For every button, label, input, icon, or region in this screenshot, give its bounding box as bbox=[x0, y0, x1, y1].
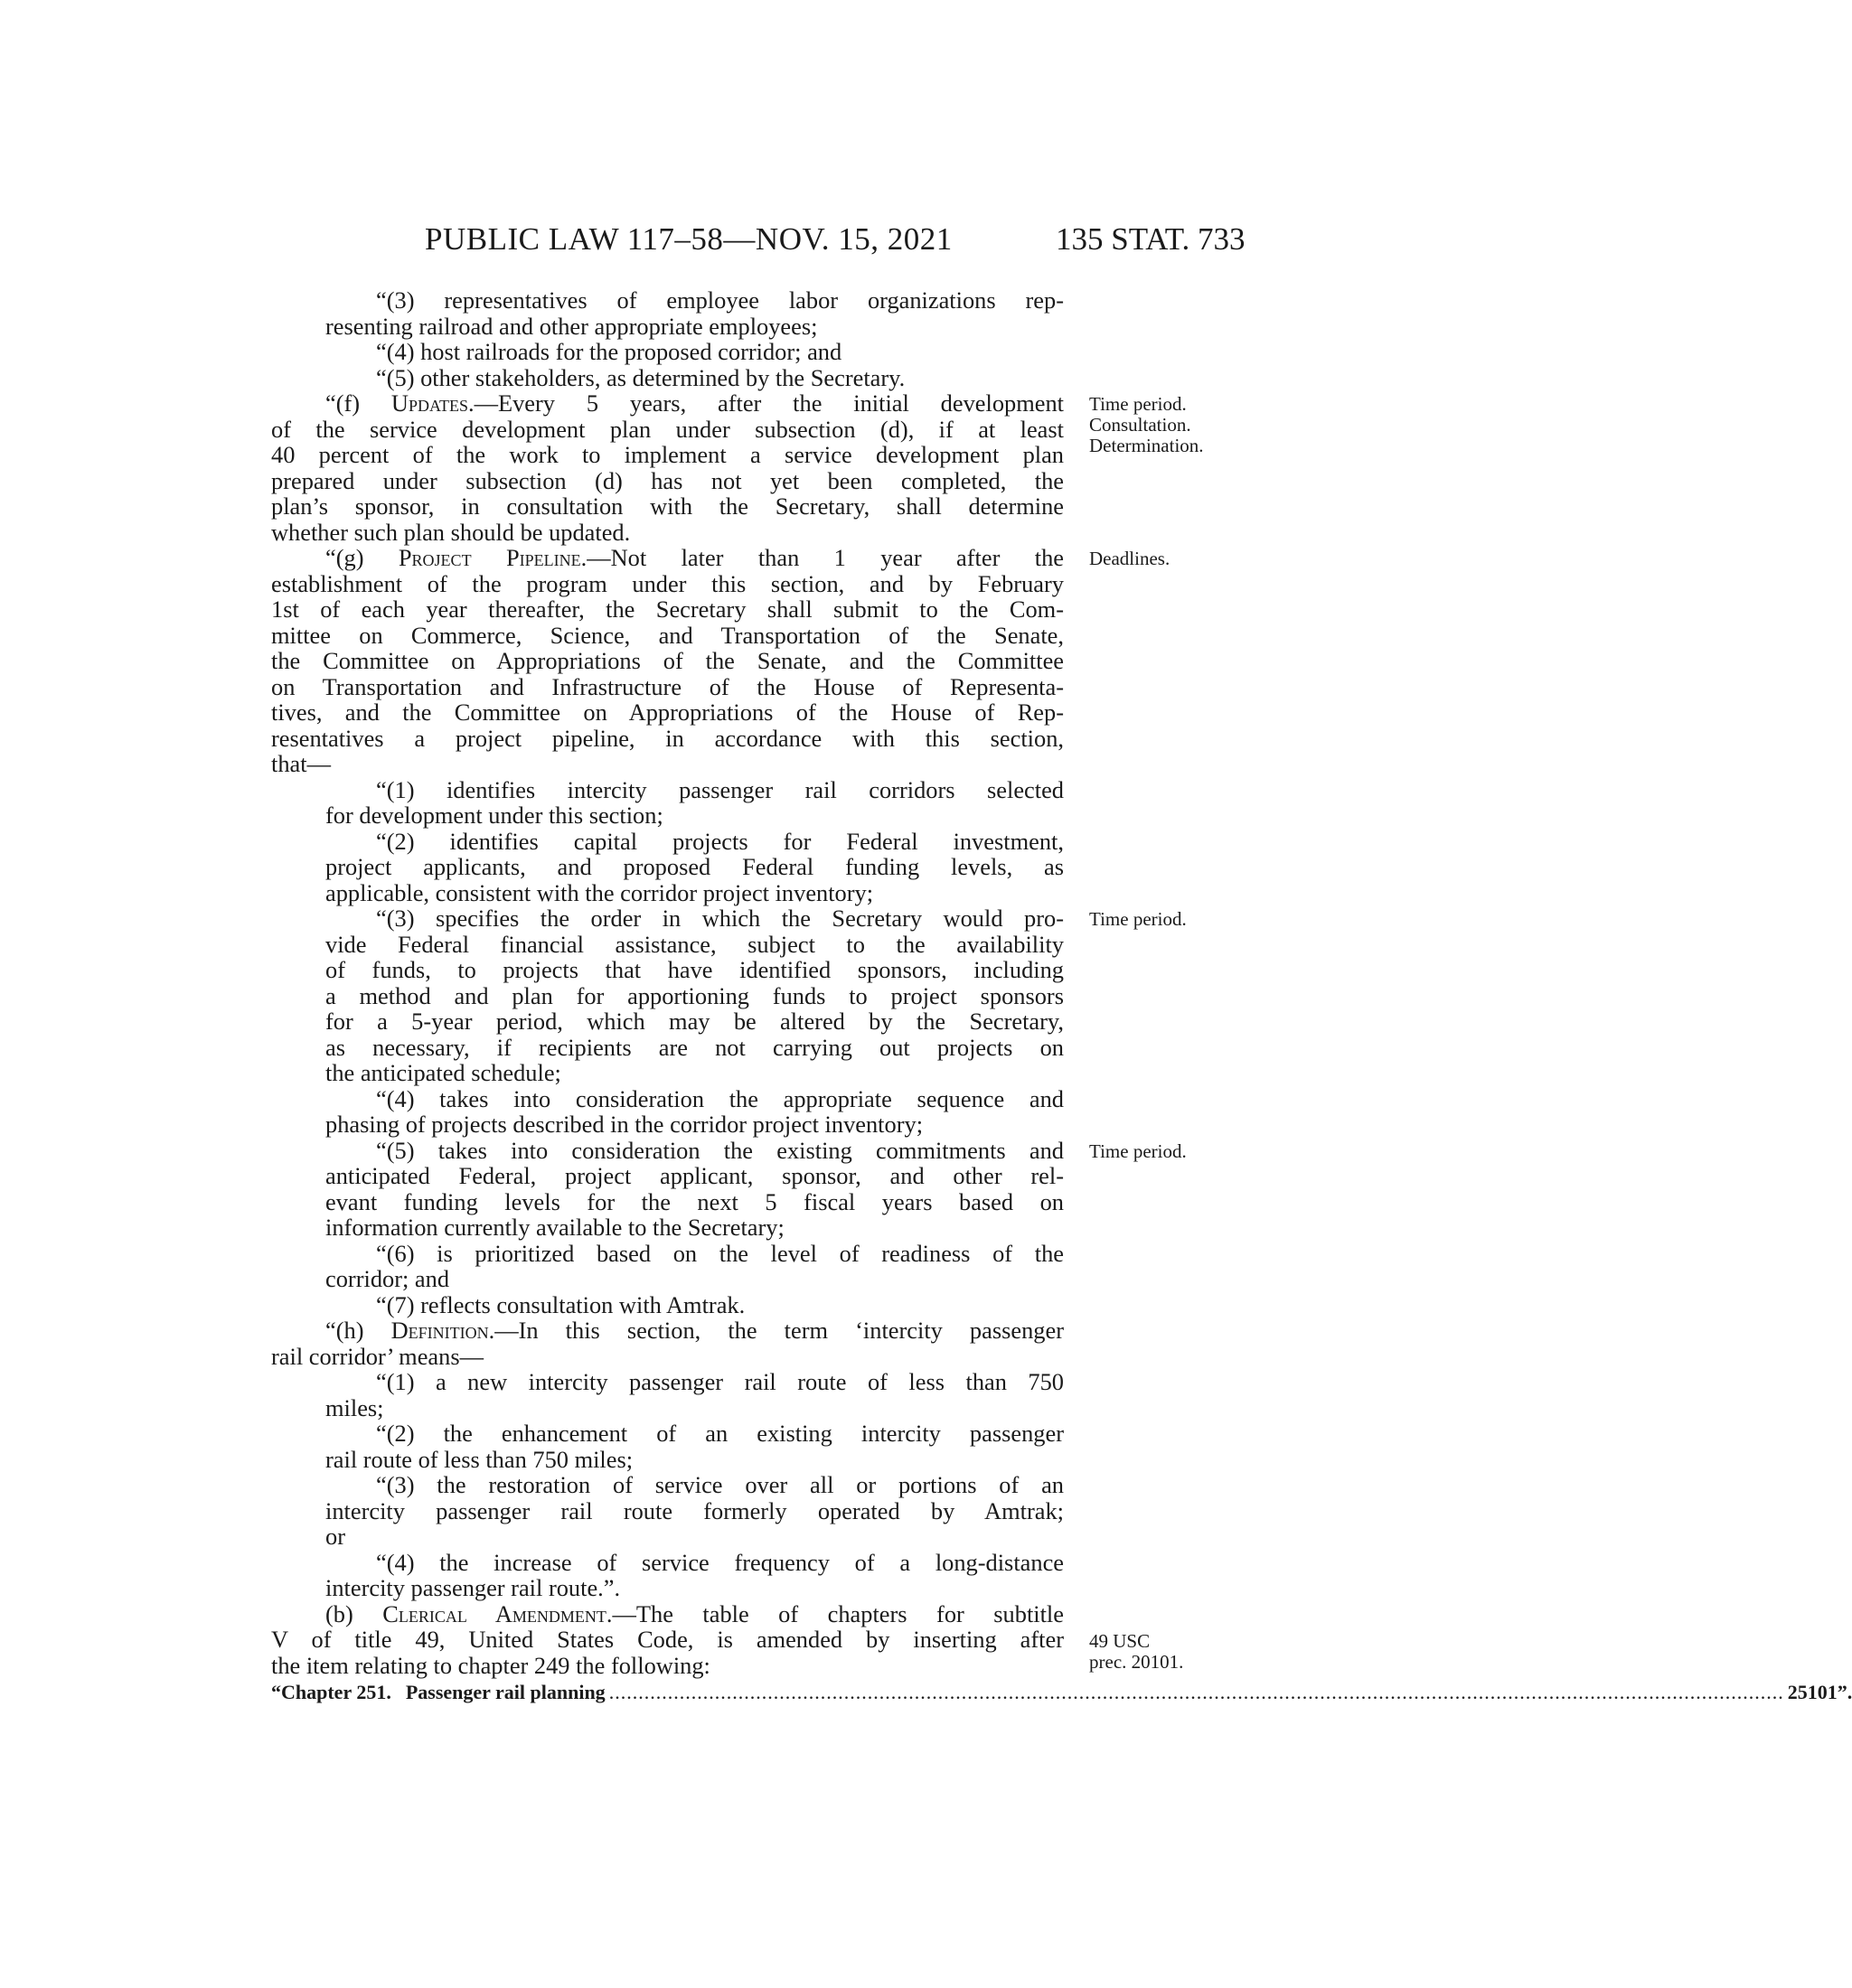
line-text: .—In this section, the term ‘intercity passenger bbox=[488, 1317, 1064, 1344]
toc-leader-dots: ........................................................................................................................................................................................................ bbox=[608, 1681, 1784, 1703]
statute-line: or bbox=[325, 1523, 345, 1550]
statute-line bbox=[271, 1601, 1064, 1627]
toc-chapter: “Chapter 251. bbox=[271, 1681, 391, 1703]
statute-line: “(1) identifies intercity passenger rail corridors selected bbox=[376, 775, 1064, 803]
statute-line: “(5) takes into consideration the existing commitments and bbox=[376, 1136, 1064, 1164]
line-text: .—Every 5 years, after the initial development bbox=[468, 389, 1064, 417]
statute-line: whether such plan should be updated. bbox=[271, 518, 631, 546]
page-header bbox=[0, 221, 1537, 267]
subsection-lead: “(h) bbox=[325, 1317, 391, 1344]
subsection-caption: Clerical Amendment bbox=[382, 1599, 606, 1627]
statute-line: “(2) the enhancement of an existing intercity passenger bbox=[376, 1420, 1064, 1447]
statute-line: “(3) representatives of employee labor organizations rep- bbox=[376, 286, 1064, 314]
margin-note-line: Determination. bbox=[1089, 435, 1204, 456]
margin-note-line: Time period. bbox=[1089, 908, 1187, 930]
statute-line: of the service development plan under subsection (d), if at least bbox=[271, 415, 1064, 443]
statute-line: for development under this section; bbox=[325, 802, 663, 829]
margin-note-line: 49 USC bbox=[1089, 1629, 1151, 1652]
statute-line: intercity passenger rail route.”. bbox=[325, 1574, 621, 1601]
header-title: PUBLIC LAW 117–58—NOV. 15, 2021 bbox=[425, 221, 953, 257]
statute-line: intercity passenger rail route formerly operated by Amtrak; bbox=[325, 1496, 1064, 1524]
statute-line: tives, and the Committee on Appropriations of the House of Rep- bbox=[271, 699, 1064, 726]
statute-line: anticipated Federal, project applicant, sponsor, and other rel- bbox=[325, 1162, 1064, 1189]
margin-note bbox=[1089, 549, 1170, 569]
statute-line: corridor; and bbox=[325, 1265, 450, 1292]
line-text: .—Not later than 1 year after the bbox=[580, 544, 1064, 571]
statute-line: for a 5-year period, which may be altered by the Secretary, bbox=[325, 1008, 1064, 1035]
statute-line: V of title 49, United States Code, is amended by inserting after bbox=[271, 1626, 1064, 1653]
margin-note-line: Time period. bbox=[1089, 1140, 1187, 1162]
statute-line: “(4) takes into consideration the appropriate sequence and bbox=[376, 1084, 1064, 1112]
toc-title: Passenger rail planning bbox=[405, 1681, 606, 1703]
subsection-caption: Definition bbox=[390, 1317, 489, 1344]
statute-line: resentatives a project pipeline, in accordance with this section, bbox=[271, 724, 1064, 752]
statute-line: the item relating to chapter 249 the following: bbox=[271, 1651, 710, 1679]
toc-entry bbox=[271, 1680, 1852, 1705]
margin-note-line: Deadlines. bbox=[1089, 548, 1170, 569]
line-text: .—The table of chapters for subtitle bbox=[606, 1599, 1064, 1627]
statute-line: rail route of less than 750 miles; bbox=[325, 1445, 634, 1473]
statute-line: vide Federal financial assistance, subject to the availability bbox=[325, 930, 1064, 958]
statute-line: the Committee on Appropriations of the Senate, and the Committee bbox=[271, 647, 1064, 674]
statute-line: evant funding levels for the next 5 fiscal years based on bbox=[325, 1187, 1064, 1215]
margin-note bbox=[1089, 909, 1187, 930]
statute-line: “(2) identifies capital projects for Federal investment, bbox=[376, 827, 1064, 855]
statute-line bbox=[271, 390, 1064, 417]
statute-line: “(3) the restoration of service over all or portions of an bbox=[376, 1471, 1064, 1498]
statute-line: mittee on Commerce, Science, and Transportation of the Senate, bbox=[271, 621, 1064, 649]
statute-line: “(4) the increase of service frequency of a long-distance bbox=[376, 1548, 1064, 1576]
statute-line: the anticipated schedule; bbox=[325, 1059, 561, 1086]
statute-line: a method and plan for apportioning funds to project sponsors bbox=[325, 981, 1064, 1009]
margin-note-line: Consultation. bbox=[1089, 414, 1191, 436]
statute-line: “(7) reflects consultation with Amtrak. bbox=[376, 1290, 746, 1318]
subsection-caption: Updates bbox=[390, 389, 468, 417]
statute-line: 40 percent of the work to implement a service development plan bbox=[271, 441, 1064, 468]
statute-line: applicable, consistent with the corridor project inventory; bbox=[325, 878, 874, 906]
statute-line: on Transportation and Infrastructure of the House of Representa- bbox=[271, 672, 1064, 700]
statute-line: “(6) is prioritized based on the level of readiness of the bbox=[376, 1239, 1064, 1267]
statute-line: “(3) specifies the order in which the Secretary would pro- bbox=[376, 905, 1064, 932]
toc-page: 25101”. bbox=[1787, 1681, 1852, 1703]
subsection-lead: “(g) bbox=[325, 544, 399, 571]
margin-note-line: Time period. bbox=[1089, 393, 1187, 415]
statute-line: plan’s sponsor, in consultation with the Secretary, shall determine bbox=[271, 492, 1064, 520]
margin-note bbox=[1089, 394, 1204, 456]
subsection-lead: “(f) bbox=[325, 389, 391, 417]
statute-line: 1st of each year thereafter, the Secretary shall submit to the Com- bbox=[271, 595, 1064, 623]
header-stat-page: 135 STAT. 733 bbox=[1056, 221, 1246, 257]
statute-line: information currently available to the Secretary; bbox=[325, 1214, 785, 1241]
margin-note bbox=[1089, 1141, 1187, 1162]
statute-line bbox=[271, 1318, 1064, 1344]
statute-line: rail corridor’ means— bbox=[271, 1342, 484, 1370]
margin-note-line: prec. 20101. bbox=[1089, 1650, 1184, 1673]
statute-line: miles; bbox=[325, 1393, 384, 1421]
subsection-lead: (b) bbox=[325, 1599, 383, 1627]
statute-line: phasing of projects described in the corridor project inventory; bbox=[325, 1111, 924, 1138]
subsection-caption: Project Pipeline bbox=[398, 544, 581, 571]
statute-line: “(5) other stakeholders, as determined by the Secretary. bbox=[376, 363, 906, 391]
statute-line: resenting railroad and other appropriate employees; bbox=[325, 312, 818, 340]
statute-line: of funds, to projects that have identified sponsors, including bbox=[325, 956, 1064, 983]
statute-line bbox=[271, 545, 1064, 571]
statute-line: that— bbox=[271, 750, 331, 777]
statute-line: project applicants, and proposed Federal funding levels, as bbox=[325, 853, 1064, 880]
statute-line: as necessary, if recipients are not carrying out projects on bbox=[325, 1033, 1064, 1061]
statute-line: “(4) host railroads for the proposed corridor; and bbox=[376, 338, 842, 365]
statute-line: “(1) a new intercity passenger rail route of less than 750 bbox=[376, 1368, 1064, 1395]
statute-line: prepared under subsection (d) has not yet been completed, the bbox=[271, 466, 1064, 494]
statute-line: establishment of the program under this section, and by February bbox=[271, 569, 1064, 597]
margin-note bbox=[1089, 1631, 1183, 1673]
